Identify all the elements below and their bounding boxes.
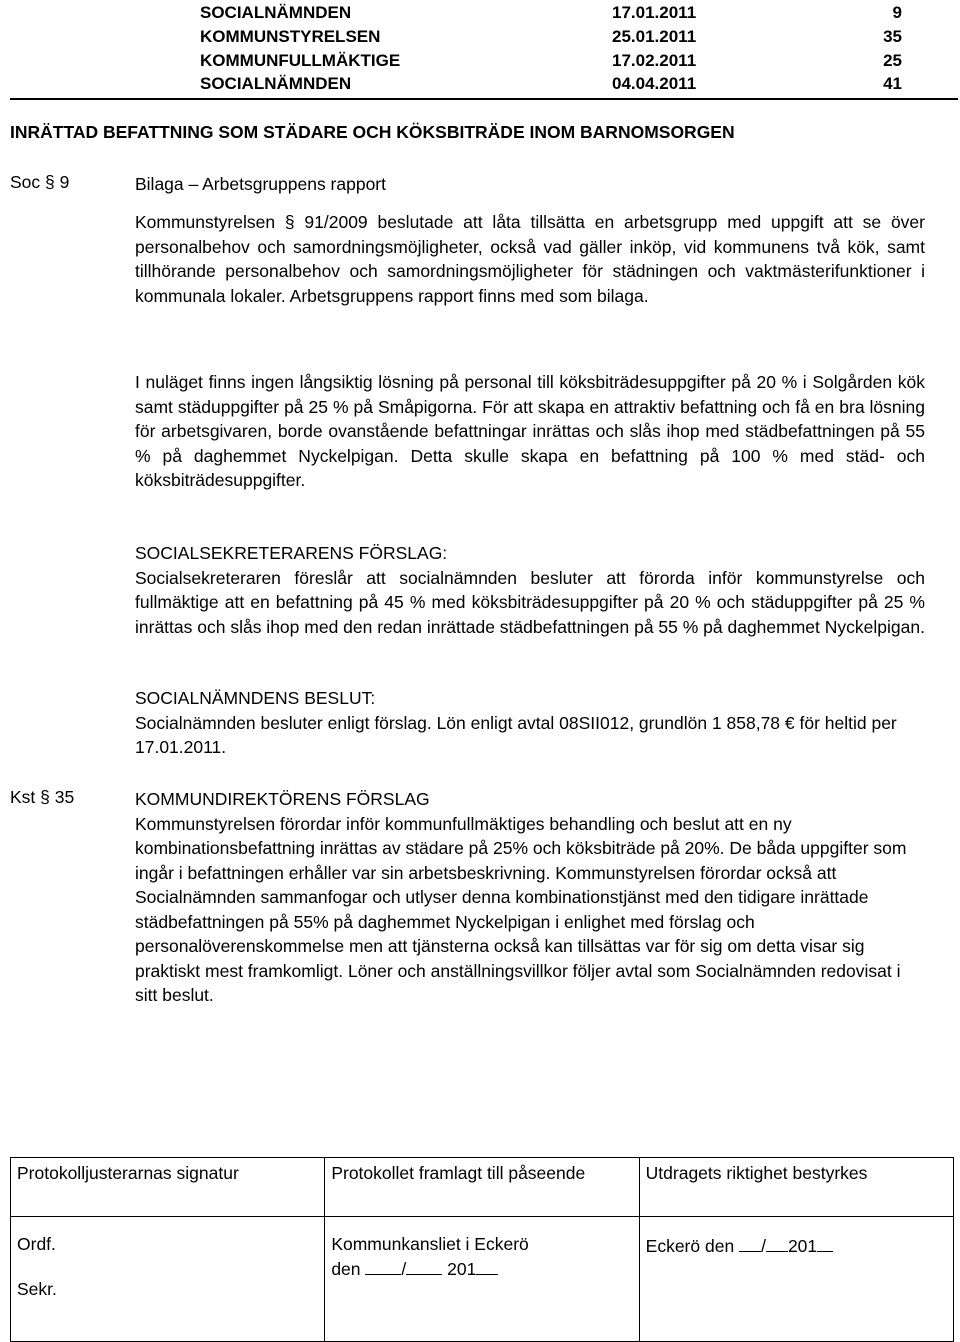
month-blank <box>766 1233 788 1252</box>
day-blank <box>365 1256 401 1275</box>
proposal-text: Socialsekreteraren föreslår att socialnämnden besluter att förorda inför kommunstyrelse och fullmäktige att en befattning på 45 % med köksbiträdesuppgifter på 20 % och städuppgifter på 25 % inrättas och slås ihop med den redan inrättade städbefattningen på 55 % på daghemmet Nyckelpigan. <box>135 567 925 637</box>
signature-table <box>10 1157 954 1337</box>
date-slash: / <box>761 1236 766 1256</box>
header-body-name: SOCIALNÄMNDEN <box>200 74 352 93</box>
den-label: den <box>331 1259 361 1279</box>
col1-header: Protokolljusterarnas signatur <box>17 1163 239 1183</box>
header-date: 17.02.2011 <box>612 51 697 70</box>
place-label: Eckerö den <box>645 1236 735 1256</box>
header-row <box>0 3 960 27</box>
header-row <box>0 27 960 51</box>
soc-paragraph-ref: Soc § 9 <box>10 172 70 192</box>
signature-header-cell <box>325 1158 639 1217</box>
signature-header-cell <box>639 1158 953 1217</box>
header-paragraph-number: 9 <box>892 3 902 22</box>
document-heading: INRÄTTAD BEFATTNING SOM STÄDARE OCH KÖKSBITRÄDE INOM BARNOMSORGEN <box>10 122 735 142</box>
year-blank <box>817 1233 833 1252</box>
kst-text: Kommunstyrelsen förordar inför kommunfullmäktiges behandling och beslut att en ny kombinationsbefattning inrättas av städare på 25% och köksbiträde på 20%. De båda uppgifter som ingår i befattningen erhåller var sin arbetsbeskrivning. Kommunstyrelsen förordar också att Socialnämnden sammanfogar och utlyser denna kombinationstjänst med den tidigare inrättade städbefattningen på 55% på daghemmet Nyckelpigan i enlighet med förslag och personalöverenskommelse men att tjänsterna också kan tillsättas var för sig om detta visar sig praktiskt mest framkomligt. Löner och anställningsvillkor följer avtal som Socialnämnden redovisat i sitt beslut. <box>135 813 907 1005</box>
date-slash: / <box>401 1259 407 1279</box>
posting-date-line <box>331 1256 632 1281</box>
header-body-name: KOMMUNSTYRELSEN <box>200 27 381 46</box>
soc-paragraph-2: I nuläget finns ingen långsiktig lösning på personal till köksbiträdesuppgifter på 20 % i Solgården kök samt städuppgifter på 25 % på Småpigorna. För att skapa en attraktiv befattning och få en bra lösning för arbetsgivaren, borde ovanstående befattningar inrättas och slås ihop med städbefattningen på 55 % på daghemmet Nyckelpigan. Detta skulle skapa en befattning på 100 % med städ- och köksbiträdesuppgifter. <box>135 372 925 490</box>
certification-cell <box>639 1217 953 1342</box>
decision-section <box>135 686 925 760</box>
col3-header: Utdragets riktighet bestyrkes <box>645 1163 868 1183</box>
header-date: 17.01.2011 <box>612 3 697 22</box>
col2-header: Protokollet framlagt till påseende <box>331 1163 586 1183</box>
month-blank <box>406 1256 442 1275</box>
soc-section <box>135 172 925 197</box>
proposal-section <box>135 541 925 639</box>
year-blank <box>476 1256 498 1275</box>
header-paragraph-number: 41 <box>883 74 902 93</box>
header-divider <box>10 98 958 100</box>
kst-title: KOMMUNDIREKTÖRENS FÖRSLAG <box>135 789 430 809</box>
year-prefix: 201 <box>447 1259 477 1279</box>
kst-section <box>135 787 925 1008</box>
header-date: 04.04.2011 <box>612 74 697 93</box>
header-row <box>0 51 960 75</box>
kst-paragraph-ref: Kst § 35 <box>10 787 75 807</box>
header-paragraph-number: 25 <box>883 51 902 70</box>
header-paragraph-number: 35 <box>883 27 902 46</box>
sekr-label: Sekr. <box>17 1279 57 1299</box>
signature-header-cell <box>11 1158 325 1217</box>
ordf-label: Ordf. <box>17 1234 56 1254</box>
decision-text: Socialnämnden besluter enligt förslag. Lön enligt avtal 08SII012, grundlön 1 858,78 € för heltid per 17.01.2011. <box>135 712 897 757</box>
header-date: 25.01.2011 <box>612 27 697 46</box>
day-blank <box>739 1233 761 1252</box>
header-row <box>0 74 960 98</box>
header-body-name: KOMMUNFULLMÄKTIGE <box>200 51 401 70</box>
office-label: Kommunkansliet i Eckerö <box>331 1234 529 1254</box>
proposal-title: SOCIALSEKRETERARENS FÖRSLAG: <box>135 543 448 563</box>
soc-paragraph-1: Kommunstyrelsen § 91/2009 beslutade att låta tillsätta en arbetsgrupp med uppgift att se över personalbehov och samordningsmöjligheter, också vad gäller inköp, vid kommunens två kök, samt tillhörande personalbehov och samordningsmöjligheter för städningen och vaktmästerifunktioner i kommunala lokaler. Arbetsgruppens rapport finns med som bilaga. <box>135 212 925 306</box>
signer-cell <box>11 1217 325 1342</box>
header-body-name: SOCIALNÄMNDEN <box>200 3 352 22</box>
year-prefix: 201 <box>787 1236 818 1256</box>
posting-cell <box>325 1217 639 1342</box>
attachment-note: Bilaga – Arbetsgruppens rapport <box>135 174 386 194</box>
decision-title: SOCIALNÄMNDENS BESLUT: <box>135 688 376 708</box>
certification-date-line <box>646 1233 947 1258</box>
